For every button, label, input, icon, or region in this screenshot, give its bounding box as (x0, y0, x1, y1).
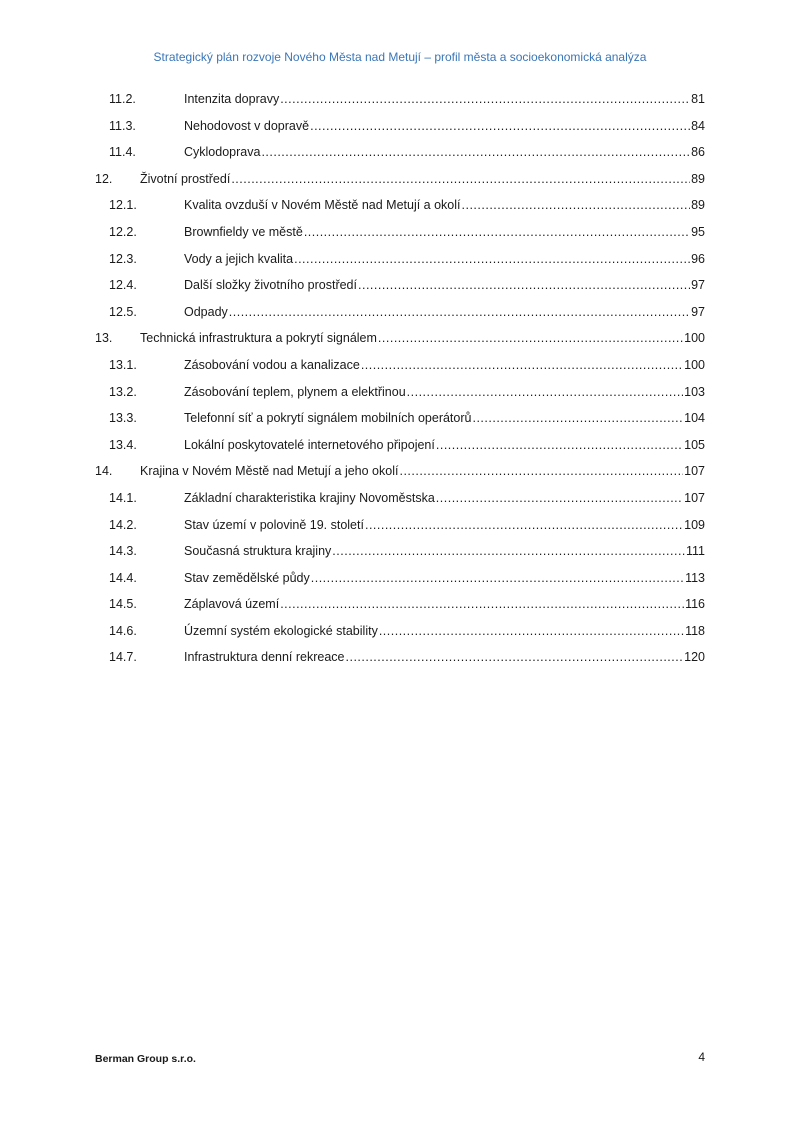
toc-entry-title: Stav území v polovině 19. století (184, 517, 364, 532)
toc-entry[interactable] (95, 145, 705, 172)
toc-entry-number: 14.7. (109, 650, 137, 665)
toc-entry-title: Územní systém ekologické stability (184, 623, 378, 638)
toc-entry-number: 13.2. (109, 384, 137, 399)
toc-entry-page: 111 (685, 544, 705, 559)
toc-entry[interactable] (95, 438, 705, 465)
toc-dot-leader (378, 331, 683, 345)
toc-entry-page: 105 (684, 437, 705, 452)
toc-entry-page: 84 (691, 118, 705, 133)
toc-entry-number: 12.2. (109, 224, 137, 239)
footer-page-number: 4 (698, 1050, 705, 1064)
toc-entry-number: 12. (95, 171, 113, 186)
toc-entry-page: 118 (685, 623, 705, 638)
toc-entry-page: 97 (691, 304, 705, 319)
toc-dot-leader (365, 518, 683, 532)
toc-entry-number: 11.4. (109, 145, 136, 160)
toc-entry-page: 107 (684, 464, 705, 479)
toc-entry[interactable] (95, 119, 705, 146)
toc-entry-number: 14.6. (109, 623, 137, 638)
toc-entry-page: 100 (684, 331, 705, 346)
toc-entry[interactable] (95, 92, 705, 119)
toc-dot-leader (358, 278, 690, 292)
toc-dot-leader (280, 597, 684, 611)
toc-entry[interactable] (95, 305, 705, 332)
toc-entry-title: Základní charakteristika krajiny Novoměstska (184, 490, 435, 505)
toc-dot-leader (379, 624, 684, 638)
toc-entry-page: 86 (691, 145, 705, 160)
toc-dot-leader (310, 119, 690, 133)
toc-dot-leader (346, 650, 684, 664)
toc-entry-page: 89 (691, 198, 705, 213)
toc-entry-title: Zásobování vodou a kanalizace (184, 357, 360, 372)
toc-entry-number: 14.4. (109, 570, 137, 585)
toc-entry-page: 120 (684, 650, 705, 665)
toc-entry-title: Kvalita ovzduší v Novém Městě nad Metují a okolí (184, 198, 461, 213)
toc-dot-leader (261, 145, 690, 159)
toc-entry-title: Infrastruktura denní rekreace (184, 650, 345, 665)
running-header: Strategický plán rozvoje Nového Města nad Metují – profil města a socioekonomická analýza (153, 50, 647, 64)
toc-dot-leader (399, 464, 683, 478)
toc-entry[interactable] (95, 518, 705, 545)
toc-entry[interactable] (95, 544, 705, 571)
toc-entry-number: 12.1. (109, 198, 137, 213)
toc-entry[interactable] (95, 411, 705, 438)
toc-entry-title: Současná struktura krajiny (184, 544, 332, 559)
toc-dot-leader (294, 252, 690, 266)
toc-entry-number: 12.3. (109, 251, 137, 266)
toc-dot-leader (280, 92, 690, 106)
toc-entry-title: Nehodovost v dopravě (184, 118, 310, 133)
toc-entry[interactable] (95, 252, 705, 279)
toc-dot-leader (361, 358, 683, 372)
toc-entry[interactable] (95, 571, 705, 598)
toc-entry-title: Stav zemědělské půdy (184, 570, 310, 585)
toc-entry-page: 109 (684, 517, 705, 532)
toc-entry-page: 97 (691, 278, 705, 293)
footer-company: Berman Group s.r.o. (95, 1053, 196, 1065)
toc-entry-page: 104 (684, 411, 705, 426)
toc-entry-number: 13.1. (109, 357, 137, 372)
toc-entry-page: 81 (691, 92, 705, 106)
toc-entry[interactable] (95, 225, 705, 252)
toc-entry-number: 13.3. (109, 411, 137, 426)
toc-entry[interactable] (95, 385, 705, 412)
toc-dot-leader (231, 172, 690, 186)
toc-dot-leader (462, 198, 691, 212)
toc-dot-leader (436, 491, 683, 505)
toc-entry-number: 14. (95, 464, 113, 479)
toc-entry-number: 14.2. (109, 517, 137, 532)
toc-dot-leader (332, 544, 685, 558)
toc-entry-title: Intenzita dopravy (184, 92, 280, 106)
toc-entry[interactable] (95, 491, 705, 518)
toc-entry-title: Další složky životního prostředí (184, 278, 357, 293)
toc-entry-number: 12.5. (109, 304, 137, 319)
toc-entry-page: 100 (684, 357, 705, 372)
toc-entry-number: 14.3. (109, 544, 137, 559)
toc-dot-leader (436, 438, 683, 452)
toc-entry-title: Odpady (184, 304, 228, 319)
toc-entry[interactable] (95, 597, 705, 624)
toc-dot-leader (407, 385, 683, 399)
toc-entry[interactable] (95, 650, 705, 677)
toc-entry-title: Zásobování teplem, plynem a elektřinou (184, 384, 406, 399)
toc-entry[interactable] (95, 198, 705, 225)
toc-entry[interactable] (95, 172, 705, 199)
toc-entry-number: 13. (95, 331, 113, 346)
toc-entry-title: Brownfieldy ve městě (184, 224, 303, 239)
table-of-contents (95, 92, 705, 677)
toc-entry-title: Telefonní síť a pokrytí signálem mobilních operátorů (184, 411, 472, 426)
toc-entry-title: Cyklodoprava (184, 145, 261, 160)
toc-entry-page: 113 (685, 570, 705, 585)
toc-entry-page: 107 (684, 490, 705, 505)
toc-entry[interactable] (95, 278, 705, 305)
toc-entry-title: Záplavová území (184, 597, 280, 612)
toc-dot-leader (304, 225, 690, 239)
toc-entry[interactable] (95, 358, 705, 385)
toc-entry-page: 116 (685, 597, 705, 612)
toc-entry-title: Krajina v Novém Městě nad Metují a jeho okolí (140, 464, 399, 479)
toc-dot-leader (311, 571, 684, 585)
toc-entry-title: Lokální poskytovatelé internetového připojení (184, 437, 435, 452)
toc-entry-page: 95 (691, 224, 705, 239)
toc-entry-number: 12.4. (109, 278, 137, 293)
toc-entry-number: 14.5. (109, 597, 137, 612)
toc-entry[interactable] (95, 464, 705, 491)
toc-entry-page: 103 (684, 384, 705, 399)
toc-dot-leader (472, 411, 683, 425)
toc-entry-number: 11.3. (109, 118, 136, 133)
toc-entry-title: Životní prostředí (140, 171, 231, 186)
toc-entry-title: Vody a jejich kvalita (184, 251, 294, 266)
toc-entry-title: Technická infrastruktura a pokrytí signálem (140, 331, 377, 346)
toc-entry-number: 11.2. (109, 92, 136, 106)
toc-entry[interactable] (95, 624, 705, 651)
toc-entry-number: 13.4. (109, 437, 137, 452)
toc-dot-leader (229, 305, 690, 319)
toc-entry-page: 89 (691, 171, 705, 186)
toc-entry[interactable] (95, 331, 705, 358)
toc-entry-number: 14.1. (109, 490, 137, 505)
toc-entry-page: 96 (691, 251, 705, 266)
